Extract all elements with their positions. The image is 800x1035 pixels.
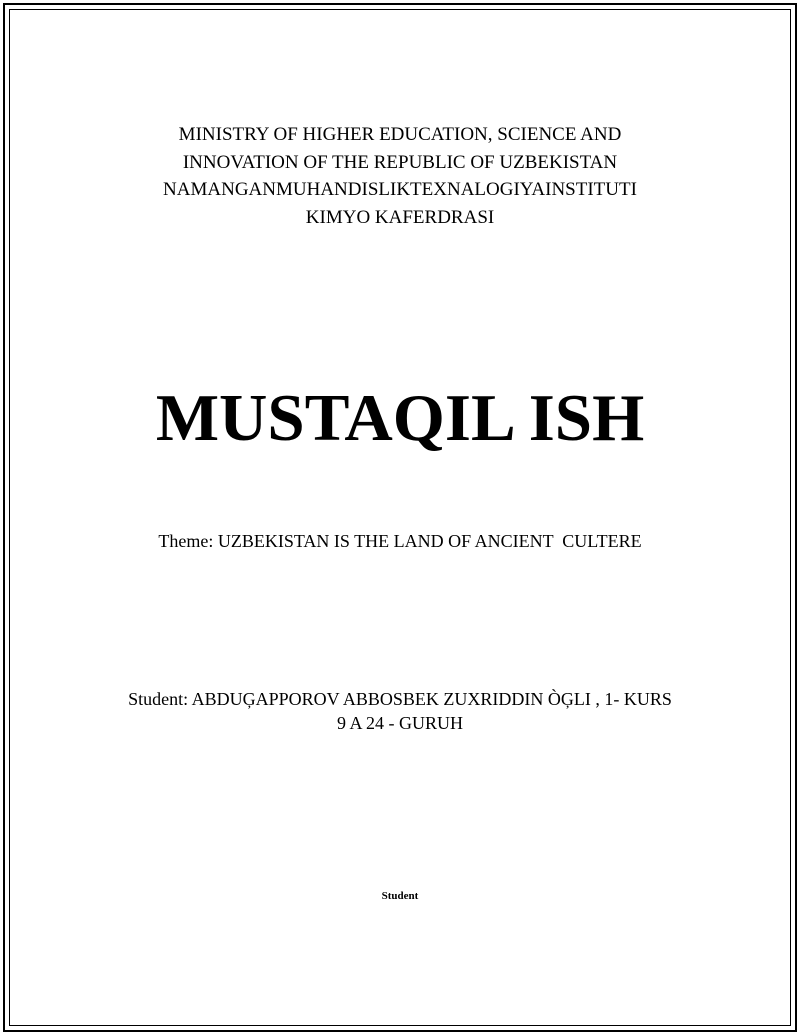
footer-student-label: Student: [381, 890, 419, 902]
student-name-line: Student: ABDUĢAPPOROV ABBOSBEK ZUXRIDDIN ÒĢLI , 1- KURS: [128, 689, 672, 709]
header-line-department: KIMYO KAFERDRASI: [305, 206, 495, 228]
header-line-institute: NAMANGANMUHANDISLIKTEXNALOGIYAINSTITUTI: [163, 179, 637, 200]
document-title: MUSTAQIL ISH: [155, 381, 645, 455]
theme-line: Theme: UZBEKISTAN IS THE LAND OF ANCIENT CULTERE: [158, 531, 642, 551]
header-line-ministry: MINISTRY OF HIGHER EDUCATION, SCIENCE AND: [178, 124, 622, 145]
institution-header: [0, 121, 800, 231]
header-line-republic: INNOVATION OF THE REPUBLIC OF UZBEKISTAN: [182, 151, 618, 173]
student-group-line: 9 A 24 - GURUH: [336, 713, 463, 733]
student-info: [0, 687, 800, 735]
